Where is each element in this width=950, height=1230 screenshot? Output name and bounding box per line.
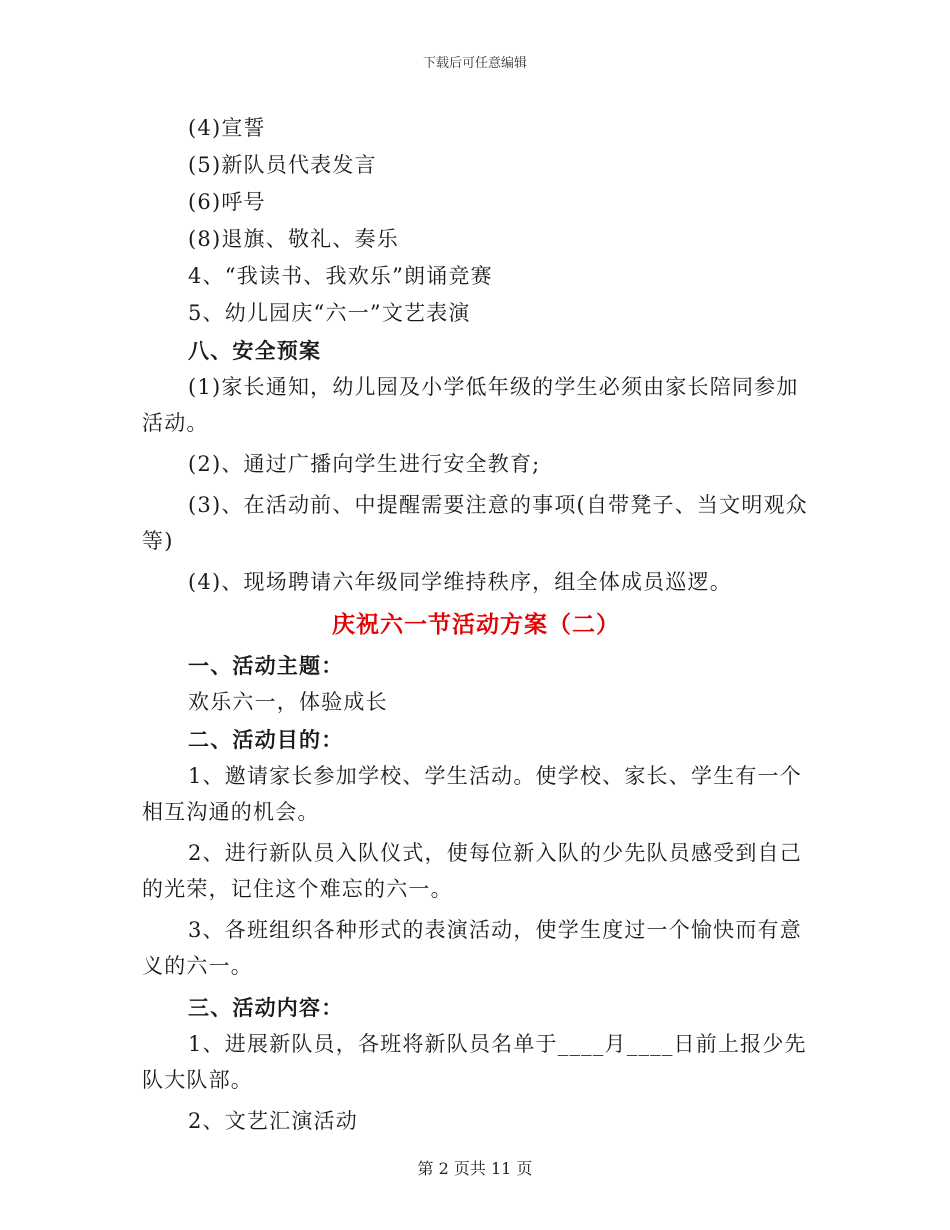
safety-heading: 八、安全预案 (188, 338, 322, 363)
content-item: 2、文艺汇演活动 (188, 1109, 358, 1133)
theme-text: 欢乐六一，体验成长 (188, 690, 388, 714)
activity-item: 5、幼儿园庆“六一”文艺表演 (188, 301, 471, 325)
activity-item: 4、“我读书、我欢乐”朗诵竞赛 (188, 264, 493, 288)
content-item: 1、进展新队员，各班将新队员名单于____月____日前上报少先队大队部。 (142, 1032, 807, 1092)
content-heading: 三、活动内容： (188, 995, 344, 1020)
theme-heading: 一、活动主题： (188, 653, 344, 678)
ceremony-item: (5)新队员代表发言 (188, 153, 377, 177)
document-body (142, 110, 810, 1140)
ceremony-item: (6)呼号 (188, 190, 266, 214)
section-title: 庆祝六一节活动方案（二） (332, 611, 620, 638)
safety-item: (3)、在活动前、中提醒需要注意的事项(自带凳子、当文明观众等) (142, 493, 808, 553)
safety-item: (4)、现场聘请六年级同学维持秩序，组全体成员巡逻。 (188, 570, 732, 594)
purpose-item: 2、进行新队员入队仪式，使每位新入队的少先队员感受到自己的光荣，记住这个难忘的六一。 (142, 841, 802, 901)
ceremony-item: (4)宣誓 (188, 116, 266, 140)
page-number: 第 2 页共 11 页 (417, 1159, 533, 1178)
safety-item: (2)、通过广播向学生进行安全教育; (188, 452, 541, 476)
purpose-heading: 二、活动目的： (188, 727, 344, 752)
purpose-item: 3、各班组织各种形式的表演活动，使学生度过一个愉快而有意义的六一。 (142, 918, 802, 978)
purpose-item: 1、邀请家长参加学校、学生活动。使学校、家长、学生有一个相互沟通的机会。 (142, 764, 802, 824)
header-note: 下载后可任意编辑 (422, 56, 527, 71)
ceremony-item: (8)退旗、敬礼、奏乐 (188, 227, 399, 251)
safety-item: (1)家长通知，幼儿园及小学低年级的学生必须由家长陪同参加活动。 (142, 375, 799, 435)
